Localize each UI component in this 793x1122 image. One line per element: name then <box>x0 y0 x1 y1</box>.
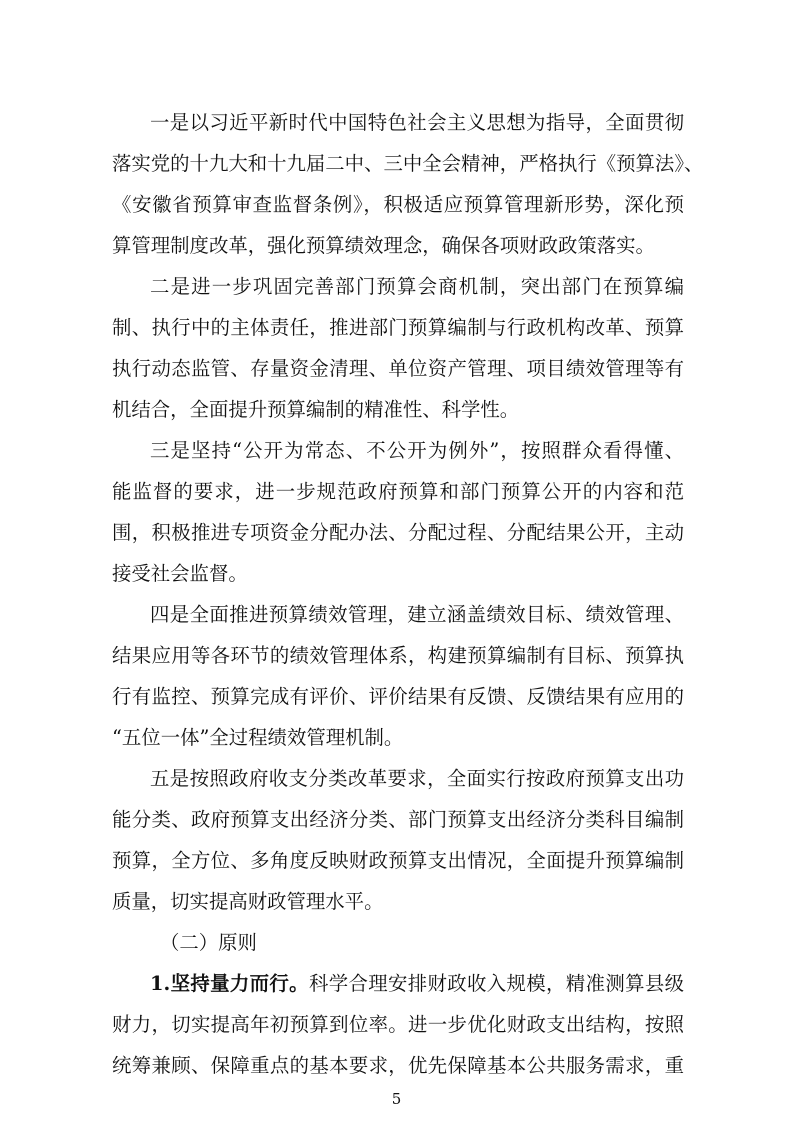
paragraph-5-line-1: 五是按照政府收支分类改革要求，全面实行按政府预算支出功 <box>150 767 684 790</box>
paragraph-2-line-4: 机结合，全面提升预算编制的精准性、科学性。 <box>112 398 520 421</box>
paragraph-5-line-4: 质量，切实提高财政管理水平。 <box>112 890 384 913</box>
paragraph-2-line-3: 执行动态监管、存量资金清理、单位资产管理、项目绩效管理等有 <box>112 357 684 380</box>
paragraph-2-line-2: 制、执行中的主体责任，推进部门预算编制与行政机构改革、预算 <box>112 316 684 339</box>
section-heading: （二）原则 <box>160 931 257 954</box>
paragraph-3-line-1: 三是坚持“公开为常态、不公开为例外”，按照群众看得懂、 <box>150 439 684 462</box>
paragraph-4-line-3: 行有监控、预算完成有评价、评价结果有反馈、反馈结果有应用的 <box>112 685 684 708</box>
paragraph-5-line-2: 能分类、政府预算支出经济分类、部门预算支出经济分类科目编制 <box>112 808 684 831</box>
paragraph-4-line-4: “五位一体”全过程绩效管理机制。 <box>112 726 404 749</box>
paragraph-1-line-1: 一是以习近平新时代中国特色社会主义思想为指导，全面贯彻 <box>150 111 684 134</box>
paragraph-5-line-3: 预算，全方位、多角度反映财政预算支出情况，全面提升预算编制 <box>112 849 684 872</box>
paragraph-2-line-1: 二是进一步巩固完善部门预算会商机制，突出部门在预算编 <box>150 275 684 298</box>
paragraph-3-line-2: 能监督的要求，进一步规范政府预算和部门预算公开的内容和范 <box>112 480 684 503</box>
paragraph-1-line-3: 《安徽省预算审查监督条例》，积极适应预算管理新形势，深化预 <box>112 193 684 216</box>
paragraph-1-line-2: 落实党的十九大和十九届二中、三中全会精神，严格执行《预算法》、 <box>112 152 704 175</box>
page-number: 5 <box>391 1090 402 1108</box>
paragraph-4-line-1: 四是全面推进预算绩效管理，建立涵盖绩效目标、绩效管理、 <box>150 603 684 626</box>
paragraph-3-line-3: 围，积极推进专项资金分配办法、分配过程、分配结果公开，主动 <box>112 521 684 544</box>
principle-1-line-1 <box>150 969 684 999</box>
principle-1-line-3: 统筹兼顾、保障重点的基本要求，优先保障基本公共服务需求，重 <box>112 1054 684 1077</box>
principle-1-line-2: 财力，切实提高年初预算到位率。进一步优化财政支出结构，按照 <box>112 1013 684 1036</box>
principle-1-text: 科学合理安排财政收入规模，精准测算县级 <box>308 972 685 995</box>
paragraph-3-line-4: 接受社会监督。 <box>112 562 248 585</box>
principle-1-title: 1.坚持量力而行。 <box>150 972 309 995</box>
paragraph-4-line-2: 结果应用等各环节的绩效管理体系，构建预算编制有目标、预算执 <box>112 644 684 667</box>
paragraph-1-line-4: 算管理制度改革，强化预算绩效理念，确保各项财政政策落实。 <box>112 234 655 257</box>
